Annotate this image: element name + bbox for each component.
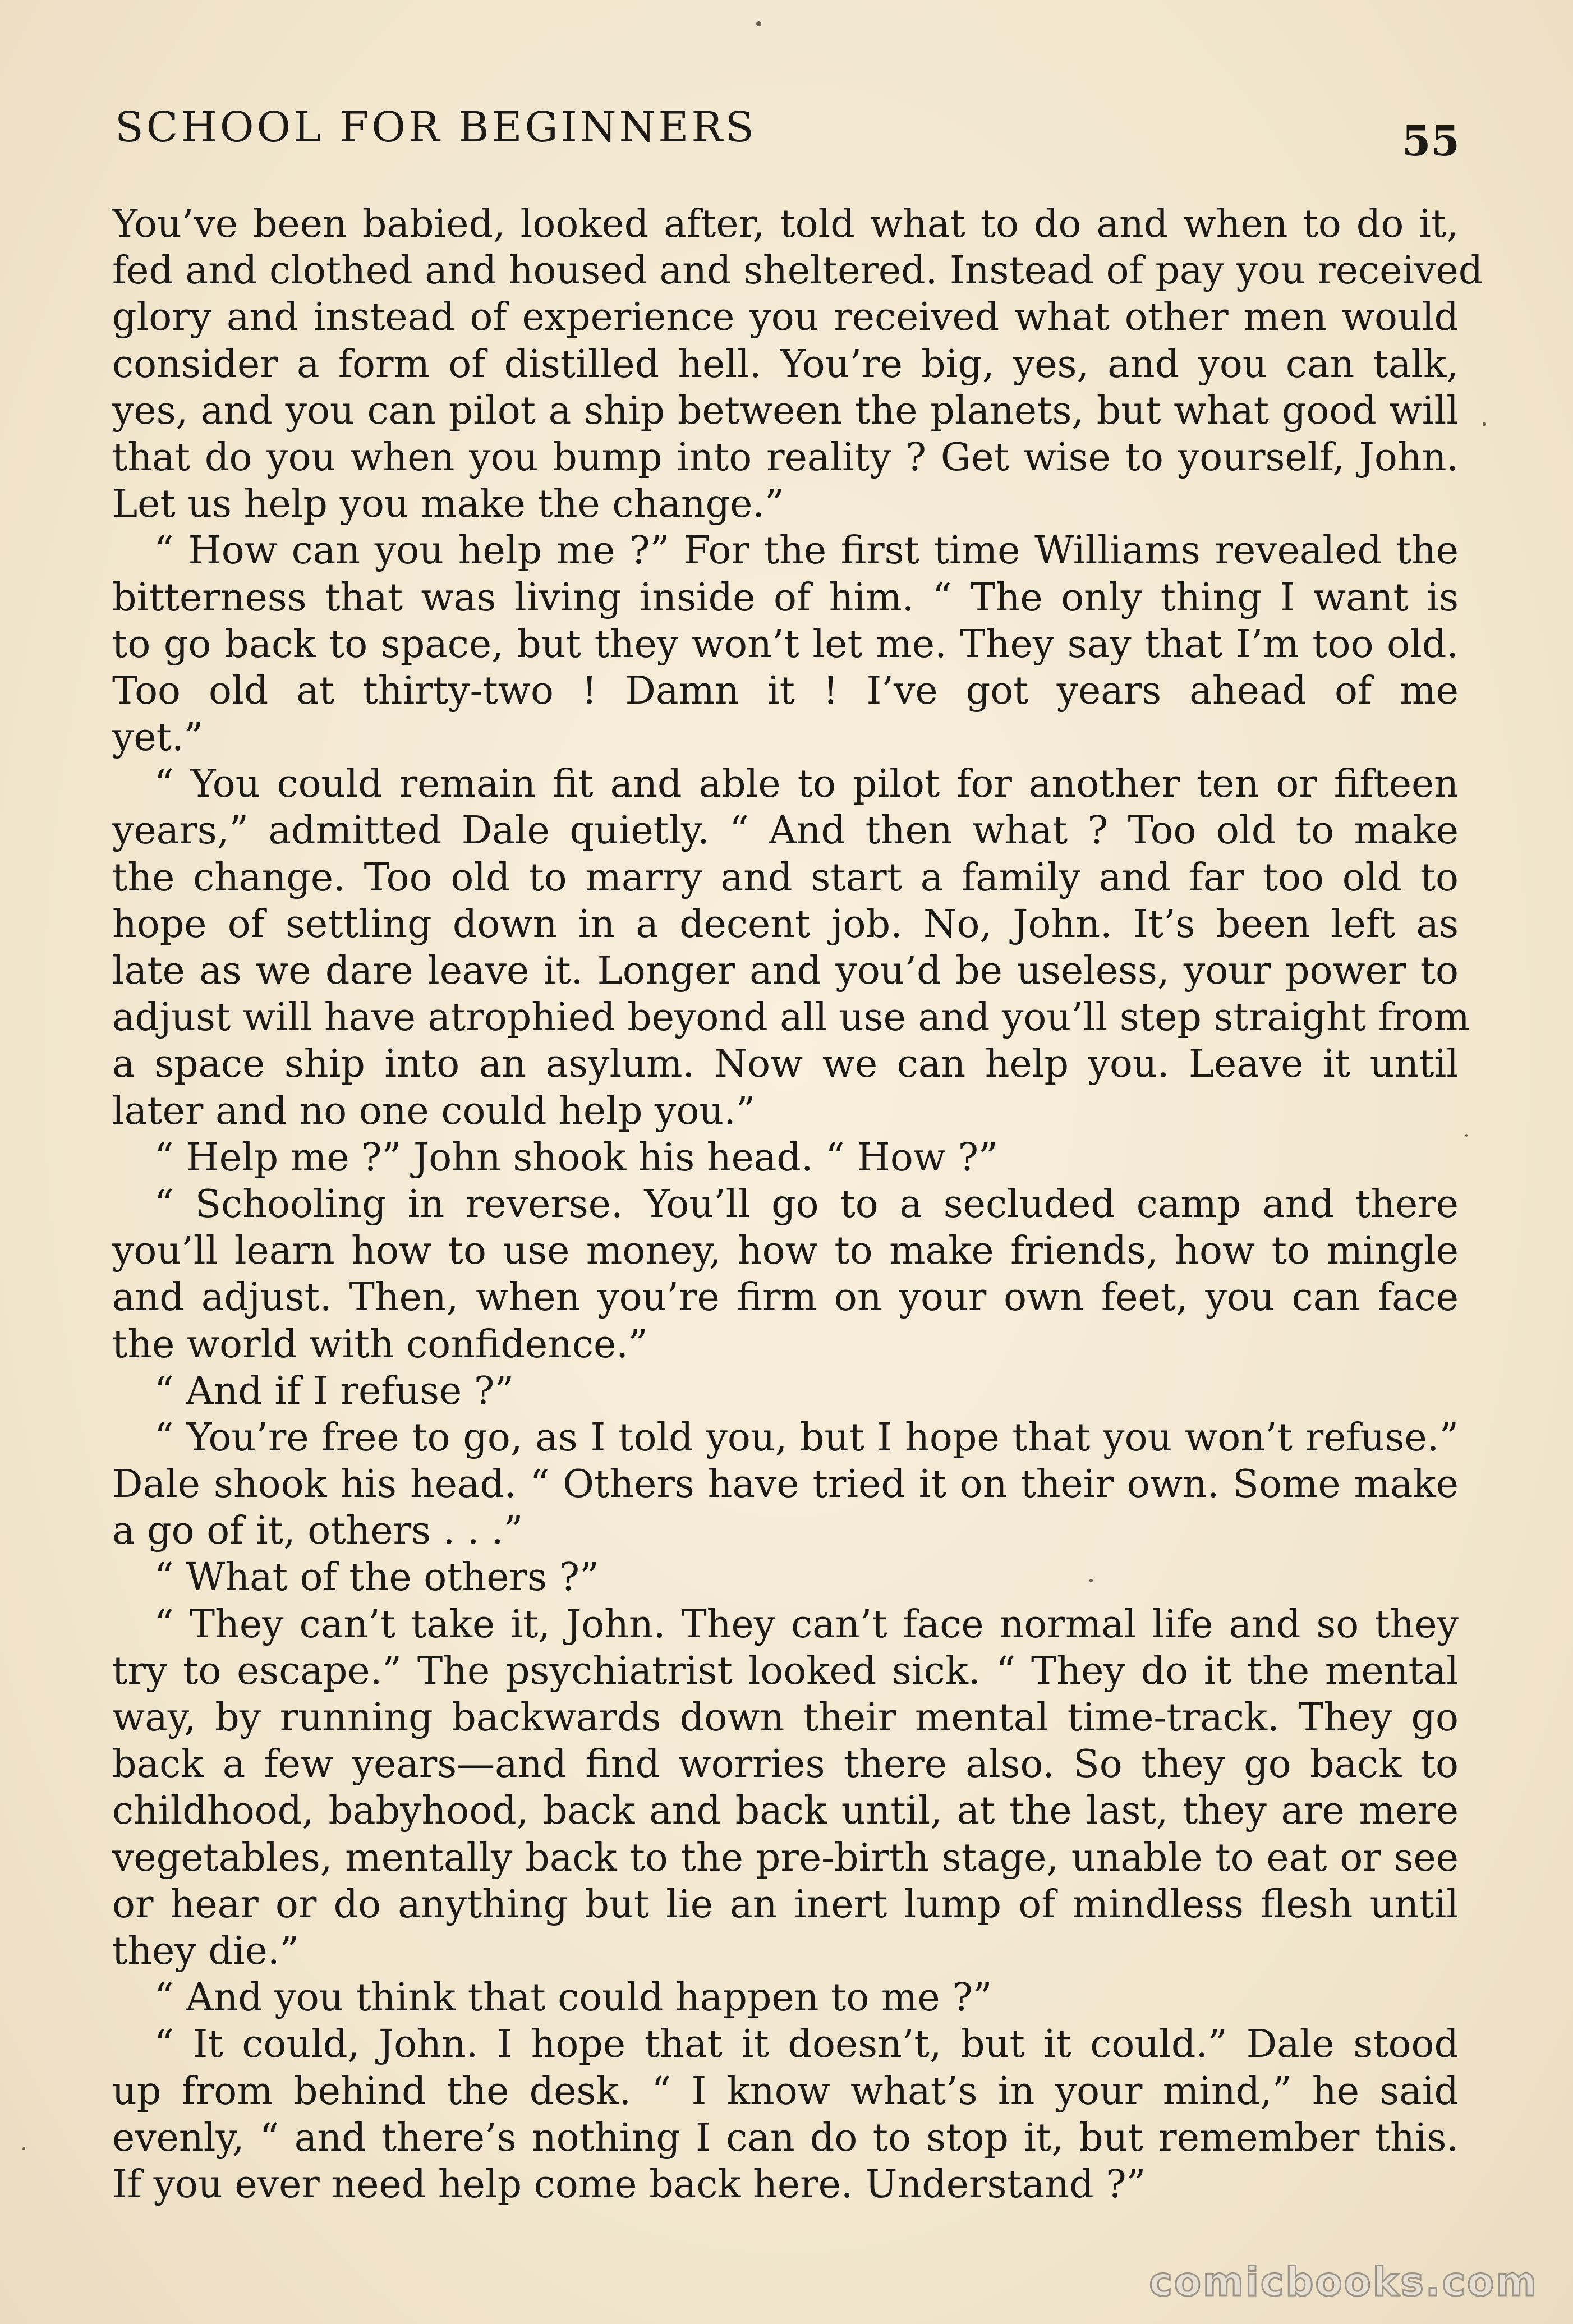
text-line: or hear or do anything but lie an inert lump of mindless flesh until [112, 1882, 1459, 1927]
text-line: adjust will have atrophied beyond all use and you’ll step straight from [112, 995, 1470, 1040]
body-text [112, 201, 1483, 2208]
text-line: to go back to space, but they won’t let me. They say that I’m too old. [112, 622, 1459, 667]
text-line: back a few years—and find worries there also. So they go back to [112, 1742, 1459, 1787]
watermark: comicbooks.com [1149, 2259, 1538, 2305]
text-line: vegetables, mentally back to the pre-birth stage, unable to eat or see [112, 1835, 1459, 1880]
text-line: bitterness that was living inside of him. “ The only thing I want is [112, 575, 1459, 620]
text-line: yet.” [112, 715, 204, 760]
text-line: “ Help me ?” John shook his head. “ How ?” [154, 1135, 998, 1180]
paper-speck [756, 21, 761, 26]
text-line: they die.” [112, 1928, 300, 1973]
text-line: “ What of the others ?” [154, 1555, 599, 1600]
text-line: fed and clothed and housed and sheltered. Instead of pay you received [112, 249, 1483, 293]
text-line: a space ship into an asylum. Now we can help you. Leave it until [112, 1042, 1459, 1087]
text-line: “ Schooling in reverse. You’ll go to a secluded camp and there [154, 1182, 1459, 1227]
text-line: “ It could, John. I hope that it doesn’t, but it could.” Dale stood [154, 2022, 1459, 2067]
text-line: you’ll learn how to use money, how to make friends, how to mingle [112, 1229, 1459, 1274]
paper-speck [1483, 422, 1486, 426]
text-line: years,” admitted Dale quietly. “ And then what ? Too old to make [112, 809, 1459, 853]
text-line: late as we dare leave it. Longer and you’d be useless, your power to [112, 949, 1459, 993]
text-line: If you ever need help come back here. Understand ?” [112, 2162, 1146, 2207]
text-line: try to escape.” The psychiatrist looked sick. “ They do it the mental [112, 1648, 1459, 1693]
text-line: that do you when you bump into reality ? Get wise to yourself, John. [112, 435, 1459, 480]
page-number: 55 [1402, 117, 1460, 166]
running-head: SCHOOL FOR BEGINNERS [115, 103, 757, 151]
text-line: hope of settling down in a decent job. No, John. It’s been left as [112, 902, 1459, 947]
paper-speck [22, 2147, 25, 2150]
text-line: “ And if I refuse ?” [154, 1368, 514, 1413]
text-line: consider a form of distilled hell. You’re big, yes, and you can talk, [112, 342, 1459, 387]
text-line: glory and instead of experience you received what other men would [112, 295, 1459, 340]
text-line: up from behind the desk. “ I know what’s in your mind,” he said [112, 2069, 1459, 2114]
text-line: “ And you think that could happen to me ?” [154, 1976, 992, 2020]
text-line: and adjust. Then, when you’re firm on your own feet, you can face [112, 1275, 1459, 1320]
text-line: “ You could remain fit and able to pilot for another ten or fifteen [154, 762, 1459, 807]
text-line: the world with confidence.” [112, 1322, 648, 1367]
paper-speck [1465, 1134, 1468, 1137]
text-line: childhood, babyhood, back and back until, at the last, they are mere [112, 1789, 1459, 1834]
text-line: Let us help you make the change.” [112, 482, 784, 527]
text-line: Dale shook his head. “ Others have tried it on their own. Some make [112, 1462, 1459, 1507]
text-line: way, by running backwards down their mental time-track. They go [112, 1696, 1459, 1740]
text-line: “ They can’t take it, John. They can’t face normal life and so they [154, 1602, 1459, 1647]
text-line: “ You’re free to go, as I told you, but I hope that you won’t refuse.” [154, 1415, 1459, 1460]
text-line: the change. Too old to marry and start a family and far too old to [112, 855, 1459, 900]
text-line: “ How can you help me ?” For the first time Williams revealed the [154, 529, 1459, 573]
text-line: a go of it, others . . .” [112, 1509, 523, 1554]
text-line: You’ve been babied, looked after, told what to do and when to do it, [112, 202, 1459, 246]
text-line: evenly, “ and there’s nothing I can do to stop it, but remember this. [112, 2115, 1459, 2160]
text-line: later and no one could help you.” [112, 1088, 756, 1133]
text-line: Too old at thirty-two ! Damn it ! I’ve got years ahead of me [112, 668, 1459, 713]
text-line: yes, and you can pilot a ship between the planets, but what good will [112, 388, 1459, 433]
paper-speck [1089, 1579, 1093, 1582]
